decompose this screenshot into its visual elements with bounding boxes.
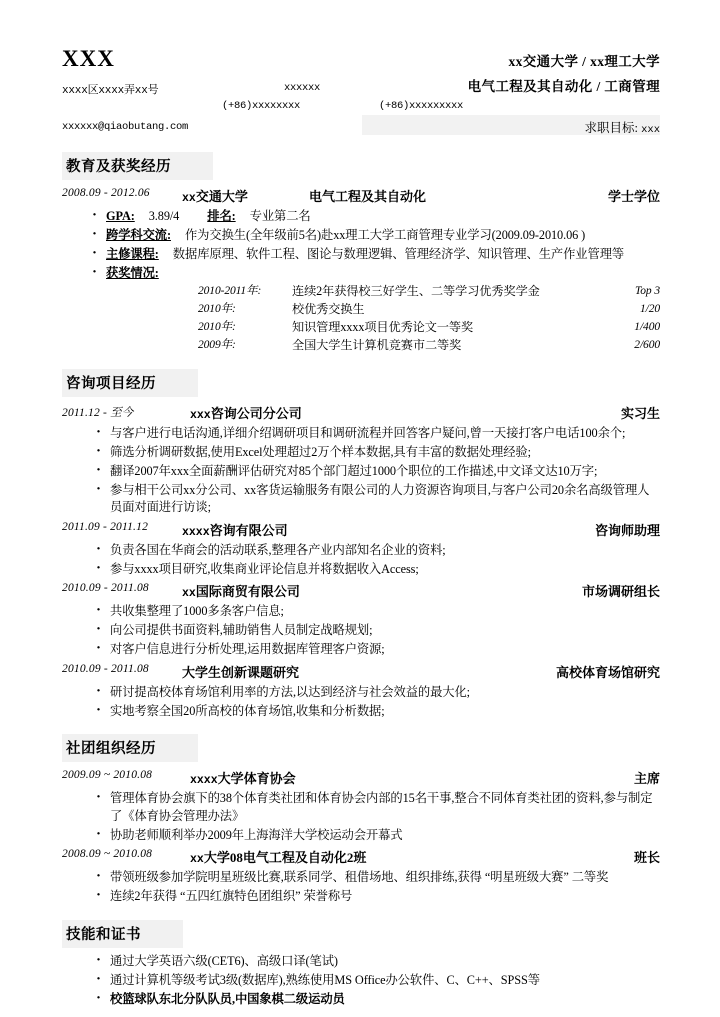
entry-org: xxxx咨询有限公司 xyxy=(182,522,288,539)
list-item: · 负责各国在华商会的活动联系,整理各产业内部知名企业的资料; xyxy=(96,542,660,560)
list-item: · 翻译2007年xxx全面薪酬评估研究对85个部门超过1000个职位的工作描述,中文译文达10万字; xyxy=(96,463,660,481)
award-year: 2010年: xyxy=(198,302,236,315)
entry-bullets xyxy=(62,542,660,579)
list-item: · 实地考察全国20所高校的体育场馆,收集和分析数据; xyxy=(96,703,660,721)
phone-primary: (+86)xxxxxxxx xyxy=(222,100,301,112)
entry-org: xxx咨询公司分公司 xyxy=(190,405,302,422)
section-title-consulting: 咨询项目经历 xyxy=(62,369,198,397)
entry-dates: 2010.09 - 2011.08 xyxy=(62,582,149,594)
education-school: xx交通大学 xyxy=(182,189,248,205)
list-item: · 研讨提高校体育场馆利用率的方法,以达到经济与社会效益的最大化; xyxy=(96,684,660,702)
education-degree: 学士学位 xyxy=(607,189,660,204)
list-item: · 参与xxxx项目研究,收集商业评论信息并将数据收入Access; xyxy=(96,561,660,579)
job-objective xyxy=(584,118,660,136)
entry-org: 大学生创新课题研究 xyxy=(182,664,300,680)
award-desc: 全国大学生计算机竞赛市二等奖 xyxy=(292,337,462,352)
entry-dates: 2009.09 ~ 2010.08 xyxy=(62,769,153,781)
majors: 电气工程及其自动化 / 工商管理 xyxy=(467,79,660,94)
entry-role: 高校体育场馆研究 xyxy=(555,664,660,680)
award-item xyxy=(106,319,660,337)
section-club xyxy=(62,724,660,906)
courses-text: 数据库原理、软件工程、图论与数理逻辑、管理经济学、知识管理、生产作业管理等 xyxy=(172,247,625,261)
consulting-entry xyxy=(62,582,660,601)
candidate-name: XXX xyxy=(62,46,115,71)
award-desc: 连续2年获得校三好学生、二等学习优秀奖学金 xyxy=(292,283,540,298)
rank-value: 专业第二名 xyxy=(249,209,311,223)
entry-org: xxxx大学体育协会 xyxy=(190,771,296,787)
entry-role: 主席 xyxy=(633,771,660,786)
list-item: · 对客户信息进行分析处理,运用数据库管理客户资源; xyxy=(96,641,660,659)
exchange-text: 作为交换生(全年级前5名)赴xx理工大学工商管理专业学习(2009.09-2010.06 ) xyxy=(184,228,586,242)
list-item: · 通过大学英语六级(CET6)、高级口译(笔试) xyxy=(96,953,660,971)
email-address: xxxxxx@qiaobutang.com xyxy=(62,121,189,133)
entry-role: 实习生 xyxy=(620,405,660,421)
resume-header xyxy=(62,40,660,138)
job-objective-label: 求职目标: xyxy=(584,121,638,135)
award-year: 2009年: xyxy=(198,338,236,351)
exchange-label: 跨学科交流: xyxy=(106,228,171,242)
entry-role: 班长 xyxy=(633,850,660,865)
award-rank: 1/20 xyxy=(639,302,660,315)
list-item: · 带领班级参加学院明星班级比赛,联系同学、租借场地、组织排练,获得 “明星班级大赛” 二等奖 xyxy=(96,869,660,887)
entry-bullets xyxy=(62,425,660,517)
address: xxxx区xxxx弄xx号 xyxy=(62,85,159,97)
list-item: · 与客户进行电话沟通,详细介绍调研项目和调研流程并回答客户疑问,曾一天接打客户电话100余个; xyxy=(96,425,660,443)
section-consulting xyxy=(62,359,660,721)
skills-bullets xyxy=(62,953,660,1009)
list-item: · 共收集整理了1000多条客户信息; xyxy=(96,603,660,621)
club-entry xyxy=(62,848,660,867)
entry-bullets xyxy=(62,790,660,844)
awards-row xyxy=(92,265,660,355)
education-major: 电气工程及其自动化 xyxy=(309,189,427,204)
section-title-skills: 技能和证书 xyxy=(62,920,183,948)
list-item: · 连续2年获得 “五四红旗特色团组织” 荣誉称号 xyxy=(96,888,660,906)
rank-label: 排名: xyxy=(207,209,236,223)
consulting-entry xyxy=(62,521,660,540)
entry-dates: 2008.09 ~ 2010.08 xyxy=(62,848,153,860)
list-item: · 校篮球队东北分队队员,中国象棋二级运动员 xyxy=(96,991,660,1009)
award-item xyxy=(106,301,660,319)
schools: xx交通大学 / xx理工大学 xyxy=(508,54,660,69)
courses-label: 主修课程: xyxy=(106,247,159,261)
section-education xyxy=(62,142,660,355)
entry-bullets xyxy=(62,603,660,659)
gpa-row xyxy=(92,208,660,226)
education-dates: 2008.09 - 2012.06 xyxy=(62,187,150,199)
club-entry xyxy=(62,769,660,788)
courses-row xyxy=(92,246,660,264)
awards-label: 获奖情况: xyxy=(106,266,159,280)
entry-dates: 2011.12 - 至今 xyxy=(62,406,134,419)
entry-org: xx大学08电气工程及自动化2班 xyxy=(190,850,367,866)
section-skills xyxy=(62,910,660,1009)
entry-bullets xyxy=(62,869,660,906)
award-year: 2010-2011年: xyxy=(198,284,262,297)
entry-dates: 2010.09 - 2011.08 xyxy=(62,662,149,675)
award-year: 2010年: xyxy=(198,320,236,333)
list-item: · 筛选分析调研数据,使用Excel处理超过2万个样本数据,具有丰富的数据处理经验; xyxy=(96,444,660,462)
award-item xyxy=(106,337,660,355)
list-item: · 参与相干公司xx分公司、xx客货运输服务有限公司的人力资源咨询项目,与客户公司20余名高级管理人员面对面进行访谈; xyxy=(96,482,660,517)
award-item xyxy=(106,283,660,301)
gpa-value: 3.89/4 xyxy=(148,209,180,223)
entry-org: xx国际商贸有限公司 xyxy=(182,584,300,600)
gpa-label: GPA: xyxy=(106,209,135,223)
award-desc: 知识管理xxxx项目优秀论文一等奖 xyxy=(292,319,474,334)
section-title-club: 社团组织经历 xyxy=(62,734,198,762)
education-entry xyxy=(62,187,660,206)
entry-bullets xyxy=(62,684,660,721)
list-item: · 通过计算机等级考试3级(数据库),熟练使用MS Office办公软件、C、C++、SPSS等 xyxy=(96,972,660,990)
award-rank: Top 3 xyxy=(635,284,660,297)
list-item: · 管理体育协会旗下的38个体育类社团和体育协会内部的15名干事,整合不同体育类社团的资料,参与制定了《体育协会管理办法》 xyxy=(96,790,660,825)
award-desc: 校优秀交换生 xyxy=(292,301,365,316)
exchange-row xyxy=(92,227,660,245)
consulting-entry xyxy=(62,404,660,423)
education-details xyxy=(62,208,660,355)
wechat-id: xxxxxx xyxy=(284,82,321,94)
list-item: · 协助老师顺利举办2009年上海海洋大学校运动会开幕式 xyxy=(96,827,660,845)
entry-dates: 2011.09 - 2011.12 xyxy=(62,520,149,533)
entry-role: 咨询师助理 xyxy=(594,522,660,538)
awards-list xyxy=(106,283,660,355)
section-title-education: 教育及获奖经历 xyxy=(62,152,213,180)
list-item: · 向公司提供书面资料,辅助销售人员制定战略规划; xyxy=(96,622,660,640)
entry-role: 市场调研组长 xyxy=(581,584,660,599)
award-rank: 2/600 xyxy=(634,338,660,351)
award-rank: 1/400 xyxy=(634,320,660,333)
phone-secondary: (+86)xxxxxxxxx xyxy=(379,100,464,112)
consulting-entry xyxy=(62,663,660,682)
job-objective-value: xxx xyxy=(641,124,660,136)
